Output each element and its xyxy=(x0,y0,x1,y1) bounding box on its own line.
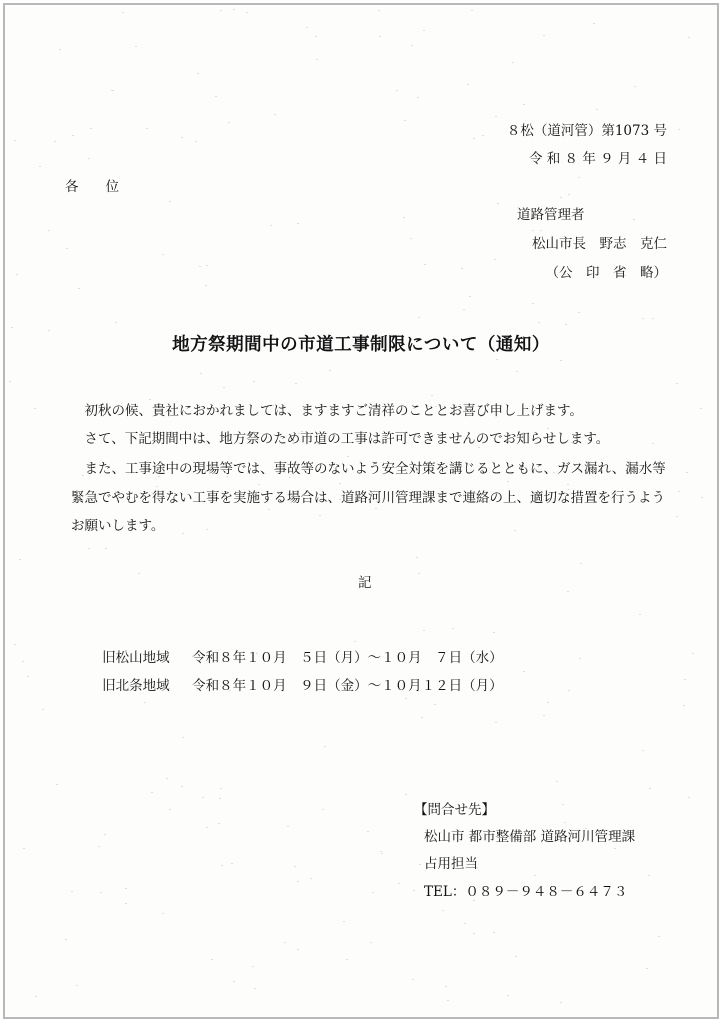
paper-speck xyxy=(59,49,61,50)
paper-speck xyxy=(19,559,21,560)
paper-speck xyxy=(34,408,36,409)
paper-speck xyxy=(678,491,680,492)
paper-speck xyxy=(181,786,183,787)
paper-speck xyxy=(411,45,413,46)
paper-speck xyxy=(442,910,444,911)
paper-speck xyxy=(27,676,29,677)
body-paragraph-line: また、工事途中の現場等では、事故等のないよう安全対策を講じるとともに、ガス漏れ、漏水等 xyxy=(71,461,666,477)
paper-speck xyxy=(14,644,16,645)
addressee: 各 位 xyxy=(65,179,119,195)
paper-speck xyxy=(231,863,233,864)
paper-speck xyxy=(396,90,398,91)
paper-speck xyxy=(78,288,80,289)
paper-speck xyxy=(562,804,564,805)
paper-speck xyxy=(206,827,208,828)
paper-speck xyxy=(515,956,517,957)
paper-speck xyxy=(418,317,420,318)
paper-speck xyxy=(688,797,690,798)
paper-speck xyxy=(215,96,217,97)
paper-speck xyxy=(370,942,372,943)
paper-speck xyxy=(547,702,549,703)
paper-speck xyxy=(532,230,534,231)
paper-speck xyxy=(686,472,688,473)
paper-speck xyxy=(39,166,41,167)
paper-speck xyxy=(372,892,374,893)
paper-speck xyxy=(316,59,318,60)
paper-speck xyxy=(297,949,299,950)
paper-speck xyxy=(151,792,153,793)
paper-speck xyxy=(398,883,400,884)
paper-speck xyxy=(495,722,497,723)
paper-speck xyxy=(534,875,536,876)
paper-speck xyxy=(56,784,58,785)
contact-department: 松山市 都市整備部 道路河川管理課 xyxy=(424,829,636,845)
paper-speck xyxy=(579,658,581,659)
paper-speck xyxy=(493,932,495,933)
paper-speck xyxy=(507,481,509,482)
paper-speck xyxy=(692,653,694,654)
paper-speck xyxy=(135,46,137,47)
paper-speck xyxy=(71,891,73,892)
paper-speck xyxy=(274,114,276,115)
paper-speck xyxy=(512,62,514,63)
paper-speck xyxy=(105,548,107,549)
schedule-area: 旧松山地域 xyxy=(102,650,170,666)
schedule-row xyxy=(85,659,503,713)
paper-speck xyxy=(523,671,525,672)
paper-speck xyxy=(233,9,235,10)
paper-speck xyxy=(72,135,74,136)
paper-speck xyxy=(596,109,598,110)
paper-speck xyxy=(578,177,580,178)
paper-speck xyxy=(473,933,475,934)
paper-speck xyxy=(417,97,419,98)
paper-speck xyxy=(700,408,702,409)
paper-speck xyxy=(614,848,616,849)
contact-tel: TEL：０８９－９４８－６４７３ xyxy=(424,884,628,900)
paper-speck xyxy=(65,939,67,940)
paper-speck xyxy=(111,90,113,91)
document-date: 令 和 ８ 年 ９ 月 ４ 日 xyxy=(528,151,667,167)
paper-speck xyxy=(540,230,542,231)
paper-speck xyxy=(297,881,299,882)
paper-speck xyxy=(228,122,230,123)
paper-speck xyxy=(169,201,171,202)
schedule-period: 令和８年１０月 ５日（月）～１０月 ７日（水） xyxy=(192,650,503,666)
paper-speck xyxy=(66,248,68,249)
paper-speck xyxy=(568,194,570,195)
paper-speck xyxy=(567,484,569,485)
paper-speck xyxy=(169,809,171,810)
paper-speck xyxy=(684,679,686,680)
paper-speck xyxy=(258,484,260,485)
paper-speck xyxy=(219,798,221,799)
paper-speck xyxy=(315,36,317,37)
paper-speck xyxy=(471,10,473,11)
paper-speck xyxy=(580,563,582,564)
paper-speck xyxy=(560,1002,562,1003)
body-paragraph-line: さて、下記期間中は、地方祭のため市道の工事は許可できませんのでお知らせします。 xyxy=(71,431,610,447)
paper-speck xyxy=(16,274,18,275)
paper-speck xyxy=(412,979,414,980)
paper-speck xyxy=(223,387,225,388)
paper-speck xyxy=(431,395,433,396)
paper-speck xyxy=(22,661,24,662)
paper-speck xyxy=(322,809,324,810)
paper-speck xyxy=(543,35,545,36)
paper-speck xyxy=(206,529,208,530)
paper-speck xyxy=(98,846,100,847)
paper-speck xyxy=(633,219,635,220)
paper-speck xyxy=(452,628,454,629)
paper-speck xyxy=(413,890,415,891)
schedule-area: 旧北条地域 xyxy=(102,678,170,694)
seal-note: （公 印 省 略） xyxy=(545,265,667,281)
paper-speck xyxy=(14,140,16,141)
paper-speck xyxy=(375,508,377,509)
paper-speck xyxy=(678,129,680,130)
paper-speck xyxy=(218,823,220,824)
paper-speck xyxy=(88,548,90,549)
paper-speck xyxy=(403,217,405,218)
paper-speck xyxy=(220,788,222,789)
paper-speck xyxy=(547,428,549,429)
paper-speck xyxy=(162,913,164,914)
paper-speck xyxy=(649,788,651,789)
paper-speck xyxy=(294,866,296,867)
paper-speck xyxy=(88,158,90,159)
contact-heading: 【問合せ先】 xyxy=(414,802,495,818)
paper-speck xyxy=(156,486,158,487)
paper-speck xyxy=(367,831,369,832)
sender-title: 道路管理者 xyxy=(517,207,585,223)
paper-speck xyxy=(125,888,127,889)
paper-speck xyxy=(416,557,418,558)
ki-heading: 記 xyxy=(358,575,372,591)
paper-speck xyxy=(676,383,678,384)
paper-speck xyxy=(567,591,569,592)
paper-speck xyxy=(564,822,566,823)
paper-speck xyxy=(287,826,289,827)
paper-speck xyxy=(496,359,498,360)
paper-speck xyxy=(565,324,567,325)
paper-speck xyxy=(23,848,25,849)
paper-speck xyxy=(507,995,509,996)
paper-speck xyxy=(115,322,117,323)
paper-speck xyxy=(205,285,207,286)
paper-speck xyxy=(122,12,124,13)
paper-speck xyxy=(419,864,421,865)
paper-speck xyxy=(319,515,321,516)
paper-speck xyxy=(578,312,580,313)
paper-speck xyxy=(138,573,140,574)
paper-speck xyxy=(181,137,183,138)
paper-speck xyxy=(701,497,703,498)
paper-speck xyxy=(424,264,426,265)
paper-speck xyxy=(683,705,685,706)
paper-speck xyxy=(658,936,660,937)
paper-speck xyxy=(652,443,654,444)
paper-speck xyxy=(90,128,92,129)
paper-speck xyxy=(405,794,407,795)
paper-speck xyxy=(688,37,690,38)
paper-speck xyxy=(149,399,151,400)
paper-speck xyxy=(560,197,562,198)
paper-speck xyxy=(676,516,678,517)
paper-speck xyxy=(482,135,484,136)
paper-speck xyxy=(652,318,654,319)
paper-speck xyxy=(380,851,382,852)
paper-speck xyxy=(324,746,326,747)
paper-speck xyxy=(146,128,148,129)
document-number: ８松（道河管）第1073 号 xyxy=(506,123,667,139)
paper-speck xyxy=(639,614,641,615)
paper-speck xyxy=(253,381,255,382)
paper-speck xyxy=(467,84,469,85)
paper-speck xyxy=(195,141,197,142)
paper-speck xyxy=(593,23,595,24)
paper-speck xyxy=(543,715,545,716)
paper-speck xyxy=(463,309,465,310)
paper-speck xyxy=(404,120,406,121)
paper-speck xyxy=(461,268,463,269)
paper-speck xyxy=(516,371,518,372)
paper-speck xyxy=(252,966,254,967)
paper-speck xyxy=(648,875,650,876)
paper-speck xyxy=(270,225,272,226)
paper-speck xyxy=(347,456,349,457)
paper-speck xyxy=(346,959,348,960)
paper-speck xyxy=(514,530,516,531)
paper-speck xyxy=(497,203,499,204)
paper-speck xyxy=(445,986,447,987)
paper-speck xyxy=(284,942,286,943)
paper-speck xyxy=(410,238,412,239)
paper-speck xyxy=(447,1000,449,1001)
paper-speck xyxy=(48,230,50,231)
body-paragraph-line: 緊急でやむを得ない工事を実施する場合は、道路河川管理課まで連絡の上、適切な措置を行うよう xyxy=(71,490,665,506)
paper-speck xyxy=(233,981,235,982)
paper-speck xyxy=(211,959,213,960)
paper-speck xyxy=(182,737,184,738)
paper-speck xyxy=(166,778,168,779)
paper-speck xyxy=(202,797,204,798)
paper-speck xyxy=(634,86,636,87)
body-paragraph-line: お願いします。 xyxy=(71,518,165,534)
paper-speck xyxy=(11,327,13,328)
paper-speck xyxy=(35,996,37,997)
sender-name: 松山市長 野志 克仁 xyxy=(532,236,667,252)
paper-speck xyxy=(381,853,383,854)
paper-speck xyxy=(556,781,558,782)
paper-speck xyxy=(295,383,297,384)
paper-speck xyxy=(378,10,380,11)
paper-speck xyxy=(538,322,540,323)
paper-speck xyxy=(339,483,341,484)
paper-speck xyxy=(206,265,208,266)
paper-speck xyxy=(523,104,525,105)
paper-speck xyxy=(494,259,496,260)
paper-speck xyxy=(54,141,56,142)
paper-speck xyxy=(568,690,570,691)
paper-speck xyxy=(221,865,223,866)
paper-speck xyxy=(464,923,466,924)
paper-speck xyxy=(199,266,201,267)
paper-speck xyxy=(42,709,44,710)
paper-speck xyxy=(421,717,423,718)
paper-speck xyxy=(532,303,534,304)
paper-speck xyxy=(200,373,202,374)
paper-speck xyxy=(197,73,199,74)
paper-speck xyxy=(423,30,425,31)
paper-speck xyxy=(329,370,331,371)
paper-speck xyxy=(246,12,248,13)
paper-speck xyxy=(268,509,270,510)
paper-speck xyxy=(100,892,102,893)
paper-speck xyxy=(9,381,11,382)
body-paragraph-line: 初秋の候、貴社におかれましては、ますますご清祥のこととお喜び申し上げます。 xyxy=(71,403,583,419)
paper-speck xyxy=(343,921,345,922)
paper-speck xyxy=(473,138,475,139)
paper-speck xyxy=(182,533,184,534)
document-title: 地方祭期間中の市道工事制限について（通知） xyxy=(172,335,550,355)
contact-person: 占用担当 xyxy=(424,856,478,872)
paper-speck xyxy=(560,360,562,361)
paper-speck xyxy=(254,988,256,989)
paper-speck xyxy=(76,985,78,986)
paper-speck xyxy=(418,573,420,574)
paper-speck xyxy=(310,878,312,879)
paper-speck xyxy=(220,10,222,11)
paper-speck xyxy=(642,318,644,319)
paper-speck xyxy=(495,116,497,117)
paper-speck xyxy=(379,36,381,37)
paper-speck xyxy=(646,968,648,969)
paper-speck xyxy=(297,223,299,224)
paper-speck xyxy=(469,296,471,297)
schedule-period: 令和８年１０月 ９日（金）～１０月１２日（月） xyxy=(192,678,503,694)
paper-speck xyxy=(306,27,308,28)
paper-speck xyxy=(104,834,106,835)
paper-speck xyxy=(162,254,164,255)
paper-speck xyxy=(125,903,127,904)
document-page xyxy=(3,3,719,1019)
paper-speck xyxy=(642,750,644,751)
